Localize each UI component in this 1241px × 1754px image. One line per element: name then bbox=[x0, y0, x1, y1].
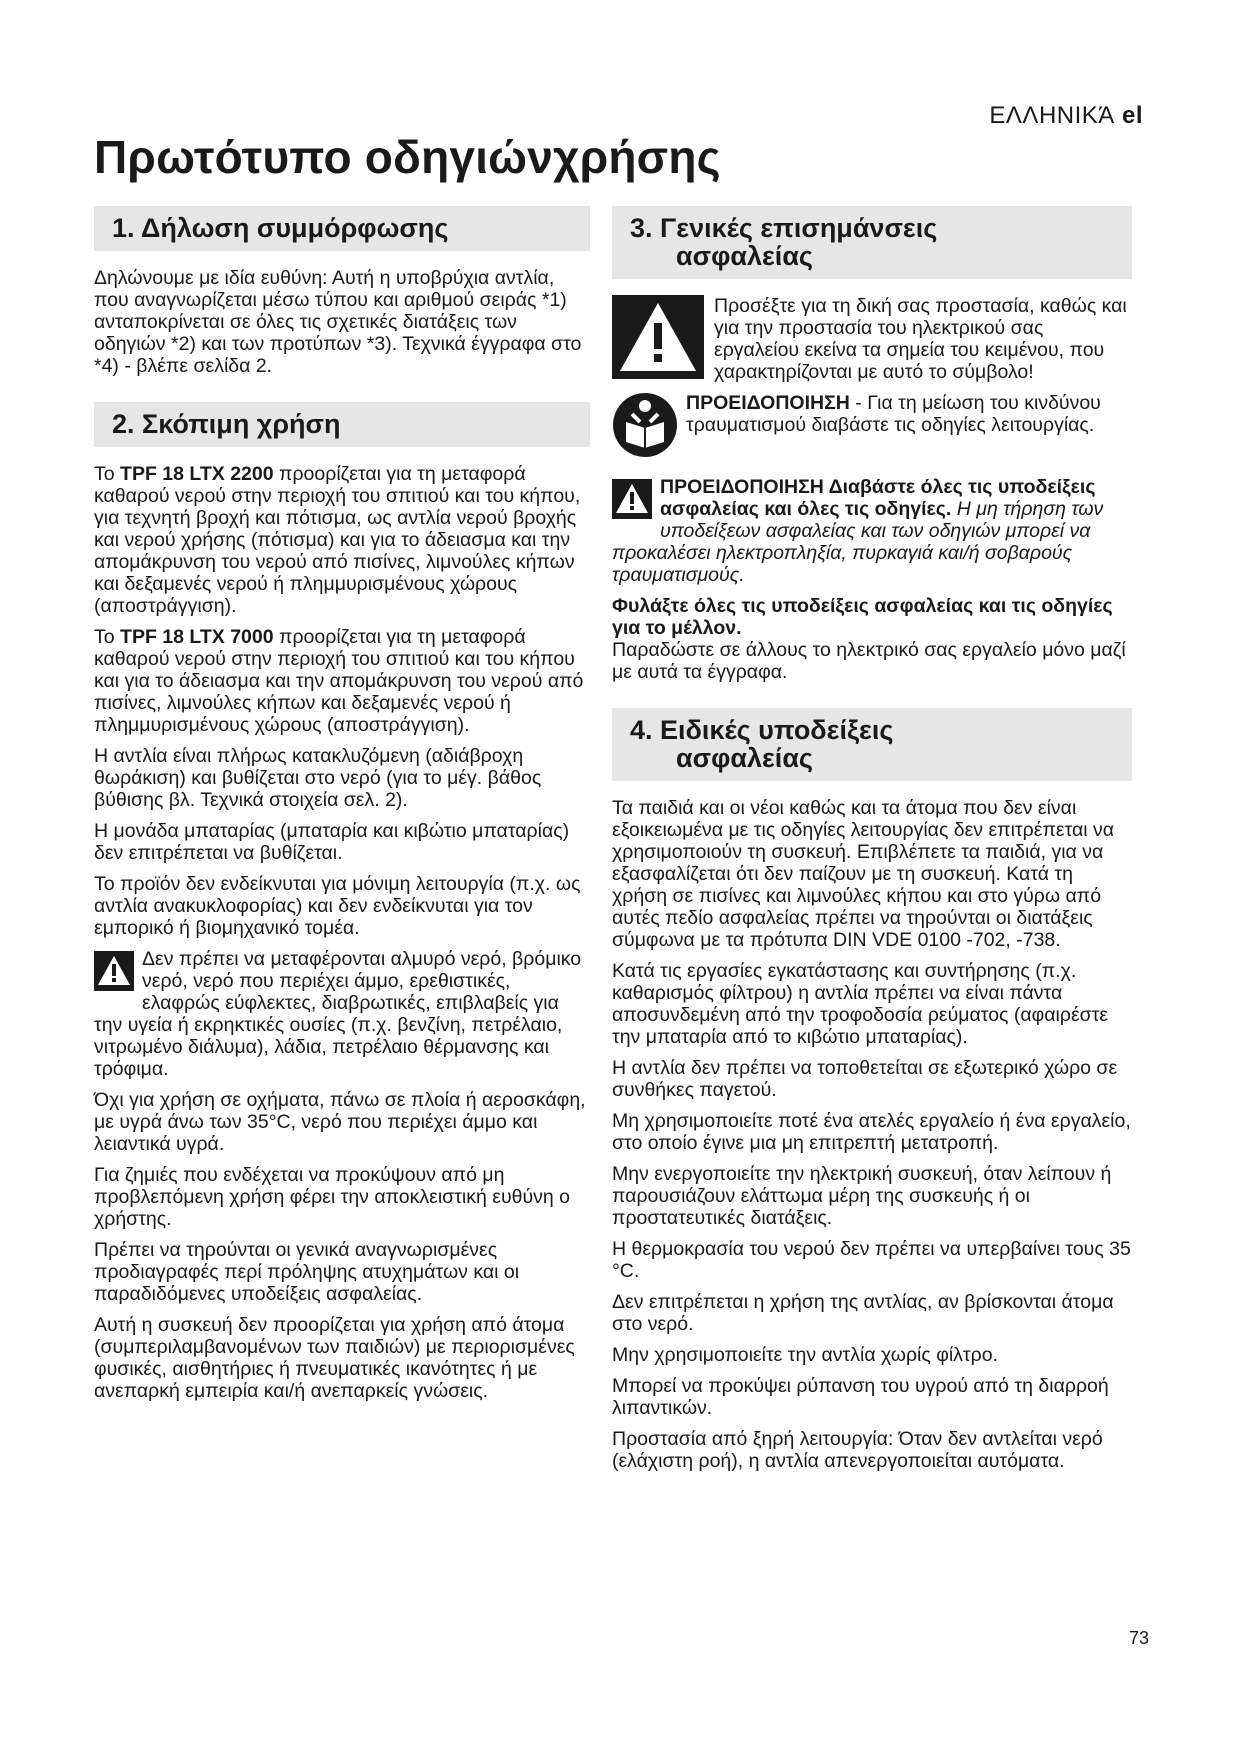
declaration-text: Δηλώνουμε με ιδία ευθύνη: Αυτή η υποβρύχια αντλία, που αναγνωρίζεται μέσω τύπου και αριθμού σειράς *1) ανταποκρίνεται σε όλες τις σχετικές διατάξεις των οδηγιών *2) και των προτύπων *3). Τεχνικά έγγραφα στο *4) - βλέπε σελίδα 2. bbox=[94, 267, 582, 377]
model-name: TPF 18 LTX 7000 bbox=[120, 626, 274, 648]
paragraph: Μην χρησιμοποιείτε την αντλία χωρίς φίλτρο. bbox=[612, 1344, 998, 1366]
safety-symbol-block bbox=[612, 295, 1132, 392]
paragraph: Αυτή η συσκευή δεν προορίζεται για χρήση από άτομα (συμπεριλαμβανομένων των παιδιών) με περιορισμένες φυσικές, αισθητήριες ή πνευματικές ικανότητες ή με ανεπαρκή εμπειρία και/ή ανεπαρκείς γνώσεις. bbox=[94, 1314, 575, 1402]
section-1-heading: 1. Δήλωση συμμόρφωσης bbox=[94, 206, 590, 251]
paragraph: Προστασία από ξηρή λειτουργία: Όταν δεν αντλείται νερό (ελάχιστη ροή), η αντλία απενεργοποιείται αυτόματα. bbox=[612, 1428, 1103, 1472]
page-title: Πρωτότυπο οδηγιώνχρήσης bbox=[94, 131, 721, 183]
paragraph: Φυλάξτε όλες τις υποδείξεις ασφαλείας και τις οδηγίες για το μέλλον. Παραδώστε σε άλλους το ηλεκτρικό σας εργαλείο μόνο μαζί με αυτά τα έγγραφα. bbox=[612, 595, 1126, 683]
section-4-heading: 4. Ειδικές υποδείξεις ασφαλείας bbox=[612, 708, 1132, 781]
paragraph: Μπορεί να προκύψει ρύπανση του υγρού από τη διαρροή λιπαντικών. bbox=[612, 1375, 1109, 1419]
read-manual-icon bbox=[612, 392, 678, 458]
page-number: 73 bbox=[1128, 1628, 1149, 1648]
paragraph: Η μονάδα μπαταρίας (μπαταρία και κιβώτιο μπαταρίας) δεν επιτρέπεται να βυθίζεται. bbox=[94, 820, 570, 864]
paragraph: Προσέξτε για τη δική σας προστασία, καθώς και για την προστασία του ηλεκτρικού σας εργαλείου εκείνα τα σημεία του κειμένου, που χαρακτηρίζονται με αυτό το σύμβολο! bbox=[714, 295, 1127, 383]
language-label bbox=[989, 102, 1143, 130]
language-name: ΕΛΛΗΝΙΚΆ bbox=[989, 102, 1115, 129]
paragraph: ΠΡΟΕΙΔΟΠΟΙΗΣΗ - Για τη μείωση του κινδύνου τραυματισμού διαβάστε τις οδηγίες λειτουργίας. bbox=[686, 392, 1101, 436]
paragraph: Πρέπει να τηρούνται οι γενικά αναγνωρισμένες προδιαγραφές περί πρόληψης ατυχημάτων και οι παραδιδόμενες υποδείξεις ασφαλείας. bbox=[94, 1239, 520, 1305]
language-code: el bbox=[1121, 102, 1143, 129]
paragraph: Η αντλία είναι πλήρως κατακλυζόμενη (αδιάβροχη θωράκιση) και βυθίζεται στο νερό (για το μέγ. βάθος βύθισης βλ. Τεχνικά στοιχεία σελ. 2). bbox=[94, 745, 542, 811]
paragraph: Για ζημιές που ενδέχεται να προκύψουν από μη προβλεπόμενη χρήση φέρει την αποκλειστική ευθύνη ο χρήστης. bbox=[94, 1164, 570, 1230]
model-name: TPF 18 LTX 2200 bbox=[120, 463, 274, 485]
paragraph: Όχι για χρήση σε οχήματα, πάνω σε πλοία ή αεροσκάφη, με υγρά άνω των 35°C, νερό που περιέχει άμμο και λειαντικά υγρά. bbox=[94, 1089, 586, 1155]
intended-use-7000: Το TPF 18 LTX 7000 προορίζεται για τη μεταφορά καθαρού νερού στην περιοχή του σπιτιού και του κήπου και για το άδειασμα και την απομάκρυνση του νερού από πισίνες, λιμνούλες κήπων και δεξαμενές νερού ή πλημμυρισμένους χώρους (αποστράγγιση). bbox=[94, 626, 584, 736]
right-column bbox=[612, 206, 1132, 1481]
left-column bbox=[94, 206, 590, 1411]
warning-triangle-icon bbox=[612, 479, 652, 519]
paragraph: Η θερμοκρασία του νερού δεν πρέπει να υπερβαίνει τους 35 °C. bbox=[612, 1238, 1131, 1282]
intended-use-2200: Το TPF 18 LTX 2200 προορίζεται για τη μεταφορά καθαρού νερού στην περιοχή του σπιτιού και του κήπου, για τεχνητή βροχή και πότισμα, ως αντλία νερού βροχής και νερού χρήσης (πότισμα) και για το άδειασμα και την απομάκρυνση του νερού από πισίνες, λιμνούλες κήπων και δεξαμενές νερού ή πλημμυρισμένους χώρους (αποστράγγιση). bbox=[94, 463, 581, 617]
read-manual-block bbox=[612, 392, 1132, 462]
paragraph: Δεν επιτρέπεται η χρήση της αντλίας, αν βρίσκονται άτομα στο νερό. bbox=[612, 1291, 1114, 1335]
paragraph: Δεν πρέπει να μεταφέρονται αλμυρό νερό, βρόμικο νερό, νερό που περιέχει άμμο, ερεθιστικές, ελαφρώς εύφλεκτες, διαβρωτικές, επιβλαβείς για την υγεία ή εκρηκτικές ουσίες (π.χ. βενζίνη, πετρέλαιο, νιτρωμένο διάλυμα), λάδια, πετρέλαιο θέρμανσης και τρόφιμα. bbox=[94, 948, 582, 1080]
warning-block bbox=[94, 948, 590, 1089]
section-2-heading: 2. Σκόπιμη χρήση bbox=[94, 402, 590, 447]
warning-block bbox=[612, 476, 1132, 595]
paragraph: Τα παιδιά και οι νέοι καθώς και τα άτομα που δεν είναι εξοικειωμένα με τις οδηγίες λειτουργίας δεν επιτρέπεται να χρησιμοποιούν τη συσκευή. Επιβλέπετε τα παιδιά, για να εξασφαλίζεται ότι δεν παίζουν με τη συσκευή. Κατά τη χρήση σε πισίνες και λιμνούλες κήπου και στο γύρω από αυτές πεδίο ασφαλείας πρέπει να τηρούνται οι διατάξεις σύμφωνα με τα πρότυπα DIN VDE 0100 -702, -738. bbox=[612, 797, 1115, 951]
paragraph: Μην ενεργοποιείτε την ηλεκτρική συσκευή, όταν λείπουν ή παρουσιάζουν ελάττωμα μέρη της συσκευής ή οι προστατευτικές διατάξεις. bbox=[612, 1163, 1112, 1229]
warning-triangle-icon bbox=[94, 951, 134, 991]
section-3-heading: 3. Γενικές επισημάνσεις ασφαλείας bbox=[612, 206, 1132, 279]
paragraph: Η αντλία δεν πρέπει να τοποθετείται σε εξωτερικό χώρο σε συνθήκες παγετού. bbox=[612, 1057, 1118, 1101]
paragraph: Μη χρησιμοποιείτε ποτέ ένα ατελές εργαλείο ή ένα εργαλείο, στο οποίο έγινε μια μη επιτρεπτή μετατροπή. bbox=[612, 1110, 1131, 1154]
paragraph: Το προϊόν δεν ενδείκνυται για μόνιμη λειτουργία (π.χ. ως αντλία ανακυκλοφορίας) και δεν ενδείκνυται για τον εμπορικό ή βιομηχανικό τομέα. bbox=[94, 873, 581, 939]
paragraph: Κατά τις εργασίες εγκατάστασης και συντήρησης (π.χ. καθαρισμός φίλτρου) η αντλία πρέπει να είναι πάντα αποσυνδεμένη από την τροφοδοσία ρεύματος (αφαιρέστε την μπαταρία από το κιβώτιο μπαταρίας). bbox=[612, 960, 1109, 1048]
paragraph: ΠΡΟΕΙΔΟΠΟΙΗΣΗ Διαβάστε όλες τις υποδείξεις ασφαλείας και όλες τις οδηγίες. Η μη τήρηση των υποδείξεων ασφαλείας και των οδηγιών μπορεί να προκαλέσει ηλεκτροπληξία, πυρκαγιά και/ή σοβαρούς τραυματισμούς. bbox=[612, 476, 1104, 586]
warning-triangle-icon bbox=[612, 295, 704, 379]
